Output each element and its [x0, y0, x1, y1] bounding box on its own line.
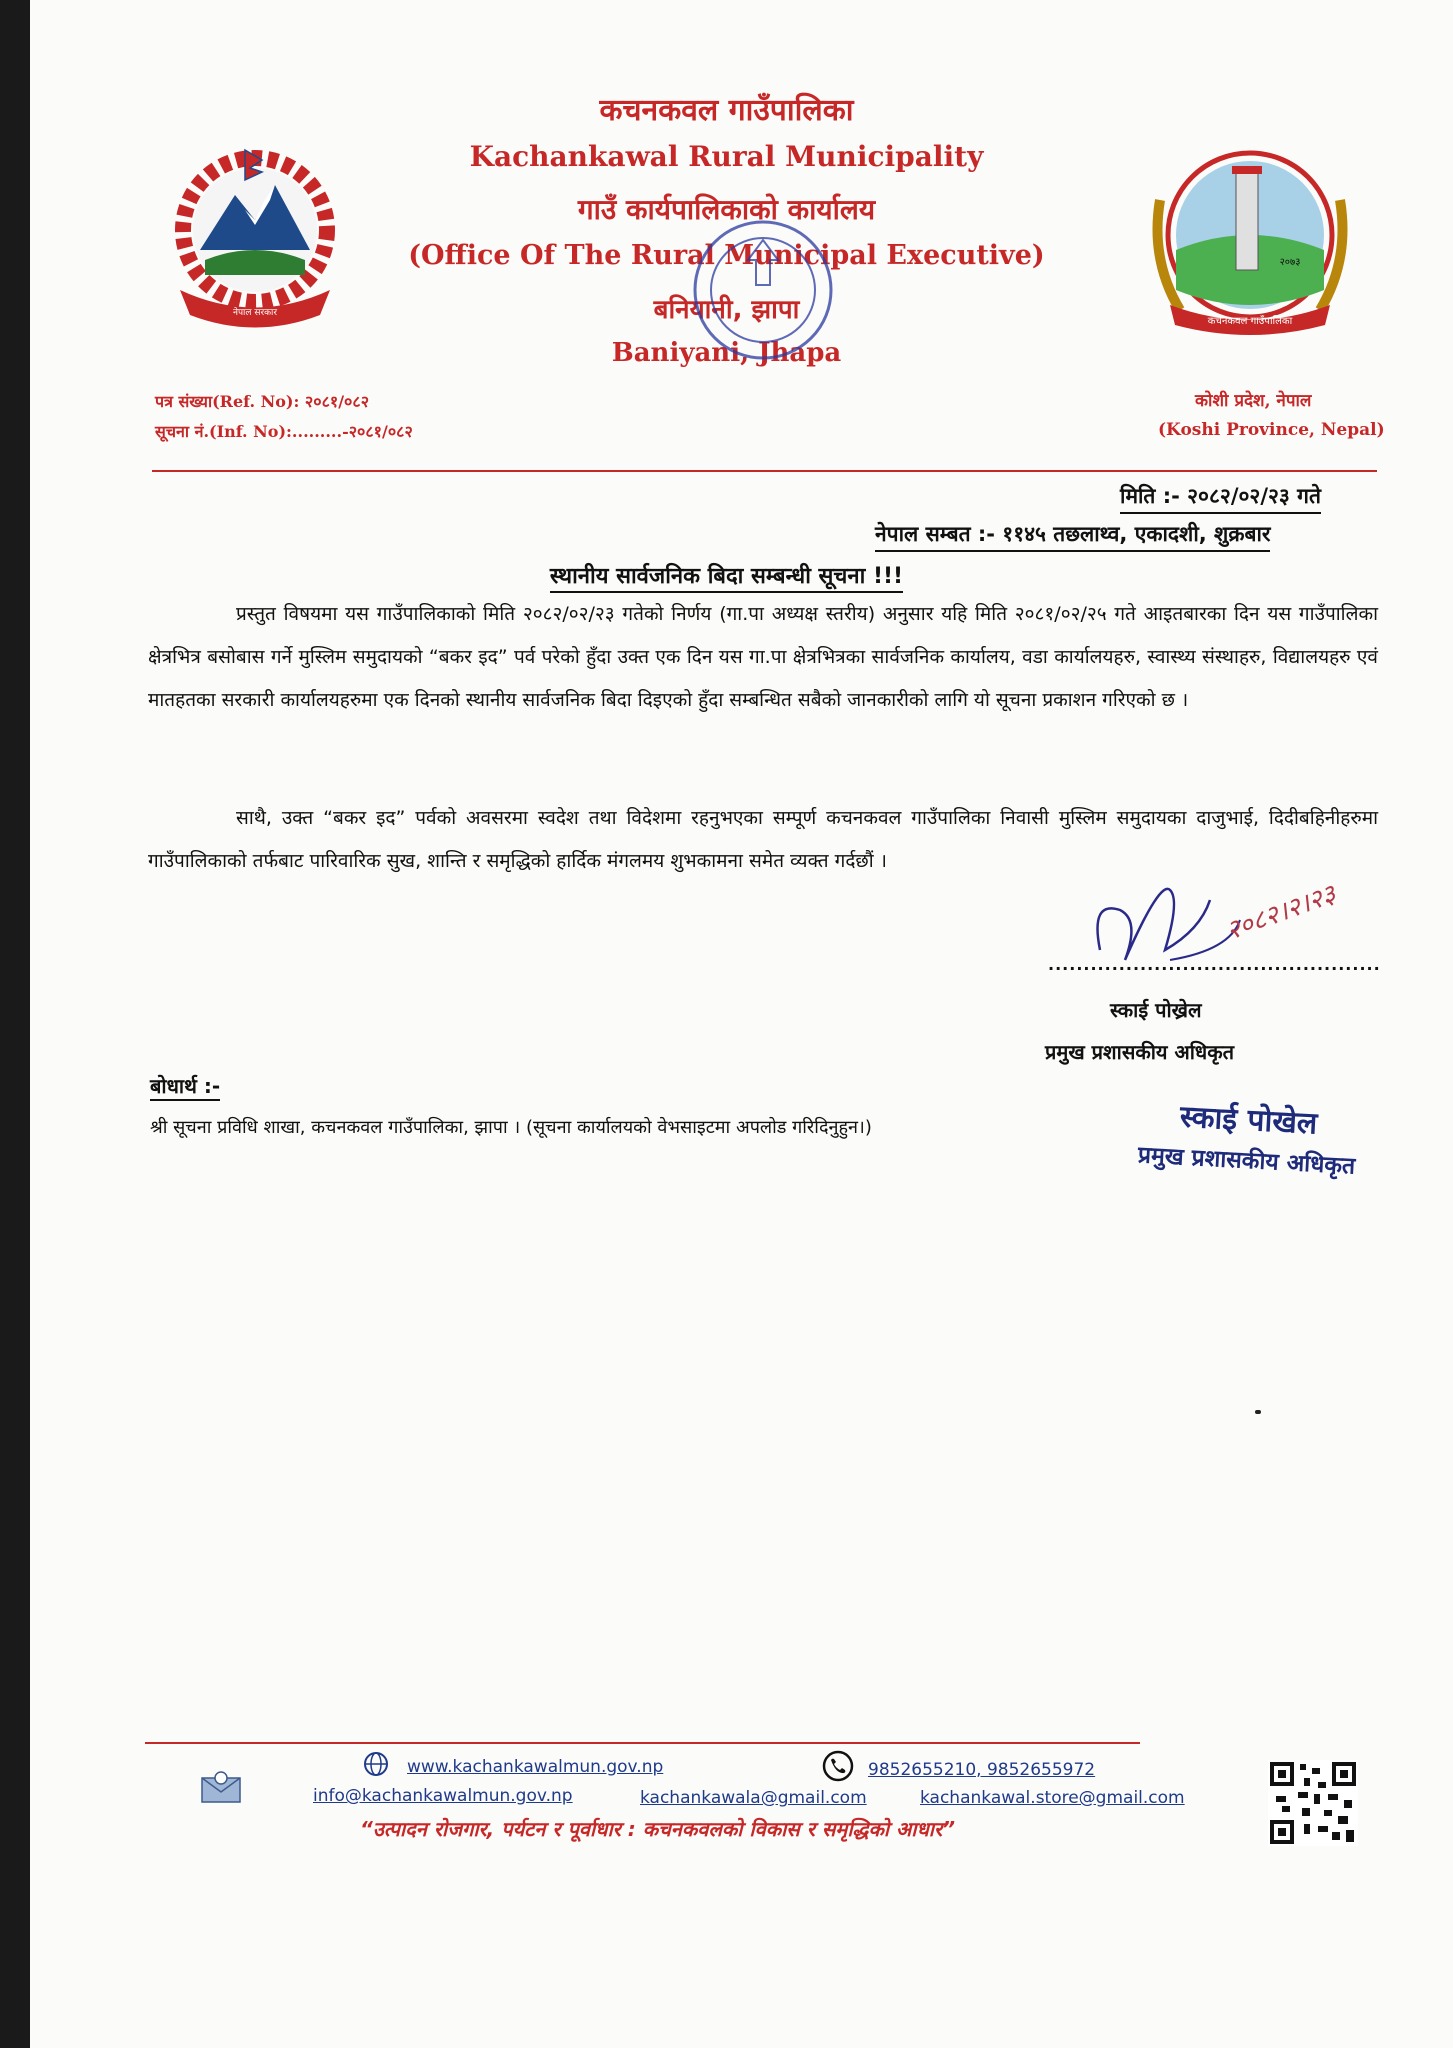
cc-label: बोधार्थ :- — [150, 1072, 220, 1101]
province-en: (Koshi Province, Nepal) — [1158, 420, 1385, 440]
signature-dots: ............................................... — [1048, 955, 1381, 974]
inf-number: सूचना नं.(Inf. No):.........-२०८१/०८२ — [155, 422, 413, 441]
email-info-link[interactable]: info@kachankawalmun.gov.np — [313, 1786, 573, 1806]
cc-line: श्री सूचना प्रविधि शाखा, कचनकवल गाउँपालिका, झापा । (सूचना कार्यालयको वेभसाइटमा अपलोड गरिदिनुहुन।) — [150, 1117, 872, 1138]
header-divider — [152, 470, 1377, 472]
location-np: बनियानी, झापा — [653, 295, 800, 325]
notice-paragraph-1: प्रस्तुत विषयमा यस गाउँपालिकाको मिति २०८२/०२/२३ गतेको निर्णय (गा.पा अध्यक्ष स्तरीय) अनुसार यहि मिति २०८१/०२/२५ गते आइतबारका दिन यस गाउँपालिका क्षेत्रभित्र बसोबास गर्ने मुस्लिम समुदायको “बकर इद” पर्व परेको हुँदा उक्त एक दिन यस गा.पा क्षेत्रभित्रका सार्वजनिक कार्यालय, वडा कार्यालयहरु, स्वास्थ्य संस्थाहरु, विद्यालयहरु एवं मातहतका सरकारी कार्यालयहरुमा एक दिनको स्थानीय सार्वजनिक बिदा दिइएको हुँदा सम्बन्धित सबैको जानकारीको लागि यो सूचना प्रकाशन गरिएको छ । — [148, 603, 1378, 711]
paper-mark — [1255, 1410, 1261, 1414]
email-gmail-link[interactable]: kachankawala@gmail.com — [640, 1788, 867, 1808]
website-link[interactable]: www.kachankawalmun.gov.np — [407, 1757, 664, 1777]
location-en: Baniyani, Jhapa — [611, 338, 842, 368]
notice-title-text: स्थानीय सार्वजनिक बिदा सम्बन्धी सूचना !!! — [550, 564, 903, 593]
office-name-np: गाउँ कार्यपालिकाको कार्यालय — [577, 193, 876, 226]
email-store-link[interactable]: kachankawal.store@gmail.com — [920, 1788, 1185, 1808]
signatory-designation: प्रमुख प्रशासकीय अधिकृत — [1045, 1040, 1234, 1064]
email-icon — [200, 1770, 242, 1808]
notice-paragraph-2: साथै, उक्त “बकर इद” पर्वको अवसरमा स्वदेश तथा विदेशमा रहनुभएका सम्पूर्ण कचनकवल गाउँपालिका निवासी मुस्लिम समुदायका दाजुभाई, दिदीबहिनीहरुमा गाउँपालिकाको तर्फबाट पारिवारिक सुख, शान्ति र समृद्धिको हार्दिक मंगलमय शुभकामना समेत व्यक्त गर्दछौं । — [148, 807, 1378, 872]
date-line: मिति :- २०८२/०२/२३ गते — [1120, 482, 1321, 514]
municipality-name-np: कचनकवल गाउँपालिका — [599, 93, 854, 128]
officer-name-stamp: स्काई पोखेल — [1179, 1099, 1319, 1142]
municipality-name-en: Kachankawal Rural Municipality — [469, 140, 984, 173]
office-name-en: (Office Of The Rural Municipal Executive) — [408, 240, 1045, 271]
nepal-sambat-line: नेपाल सम्बत :- ११४५ तछलाथ्व, एकादशी, शुक्रबार — [875, 520, 1270, 552]
logo-year-text: २०७३ — [1279, 257, 1301, 268]
logo-ribbon-text: कचनकवल गाउँपालिका — [1207, 316, 1293, 327]
signatory-name: स्काई पोख्रेल — [1110, 998, 1202, 1022]
footer-divider — [145, 1742, 1140, 1744]
ref-number: पत्र संख्या(Ref. No): २०८१/०८२ — [155, 392, 370, 411]
qr-code[interactable] — [1268, 1760, 1358, 1846]
office-seal-stamp — [688, 215, 838, 365]
officer-designation-stamp: प्रमुख प्रशासकीय अधिकृत — [1137, 1142, 1356, 1180]
emblem-ribbon-text: नेपाल सरकार — [232, 308, 278, 318]
phone-numbers[interactable]: 9852655210, 9852655972 — [868, 1760, 1096, 1780]
province-np: कोशी प्रदेश, नेपाल — [1195, 391, 1312, 411]
signature-date-text: २०८२।२।२३ — [1222, 879, 1340, 947]
notice-title — [0, 560, 1453, 590]
phone-icon — [820, 1750, 856, 1786]
globe-icon — [360, 1750, 392, 1782]
footer-slogan: “उत्पादन रोजगार, पर्यटन र पूर्वाधार : कचनकवलको विकास र समृद्धिको आधार” — [360, 1817, 956, 1841]
